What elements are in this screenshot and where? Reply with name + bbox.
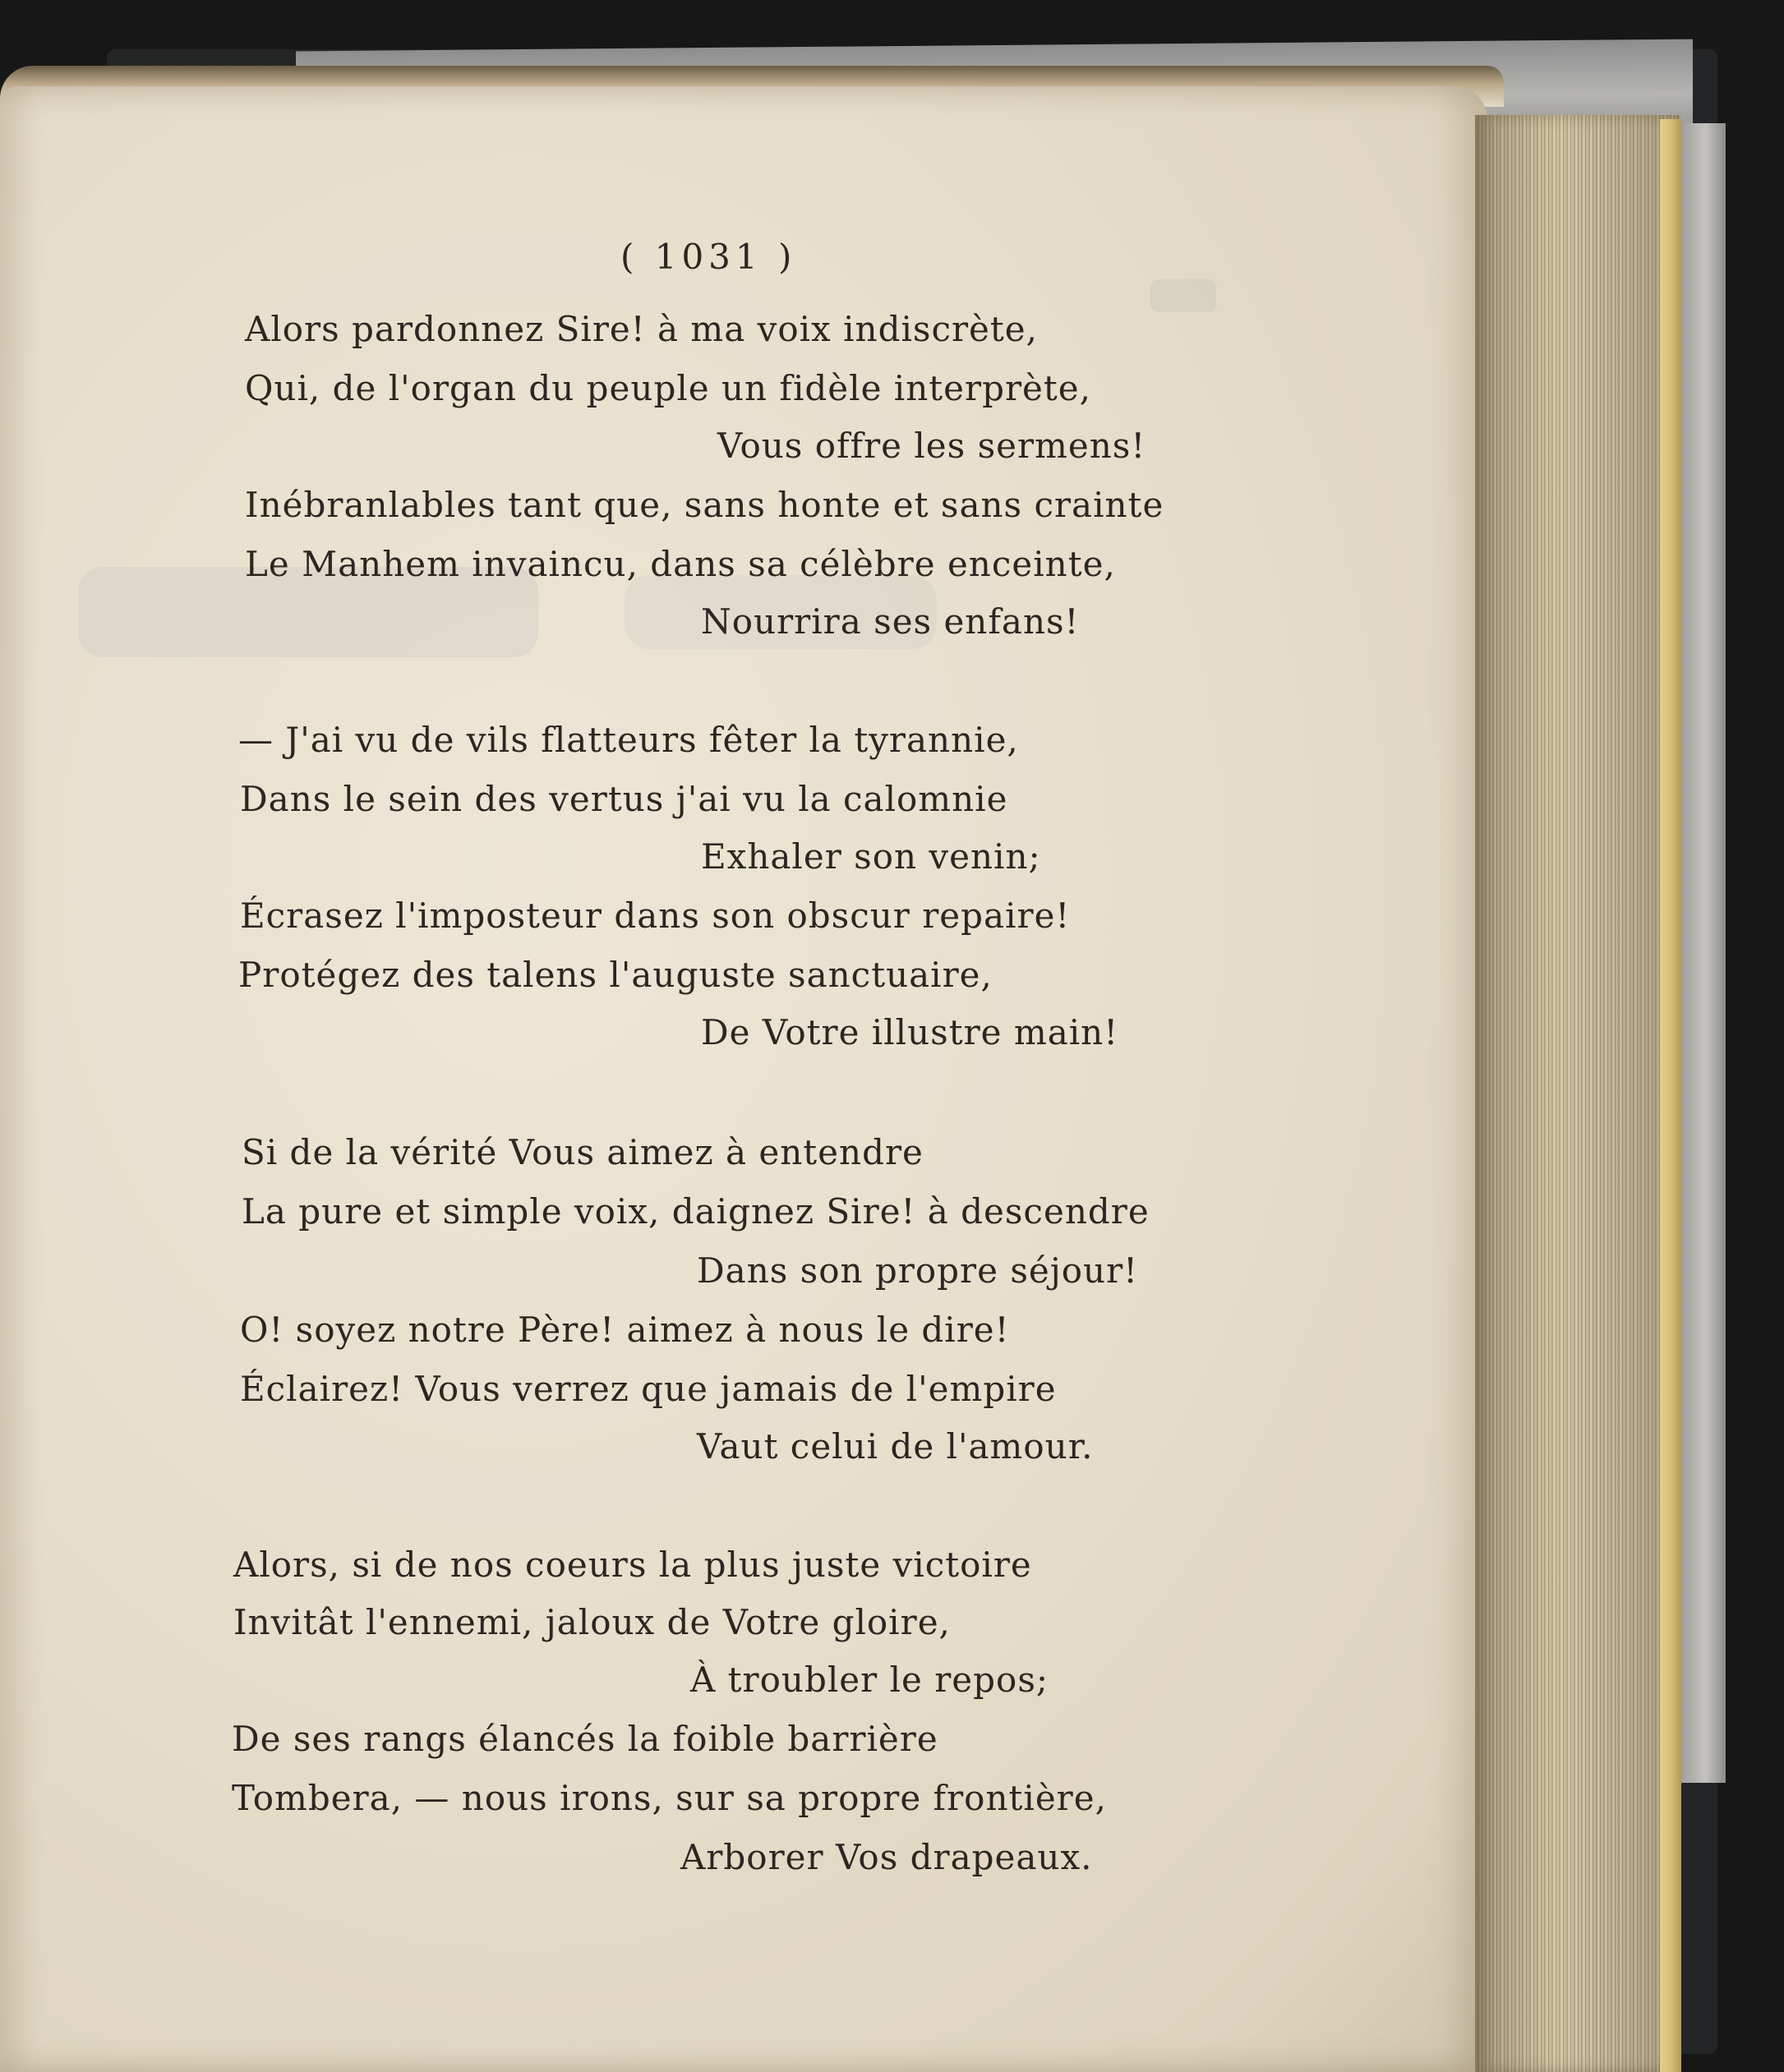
verse-line: Vaut celui de l'amour. [697, 1426, 1094, 1467]
verse-line: Tombera, — nous irons, sur sa propre frontière, [232, 1778, 1107, 1818]
verse-line: Exhaler son venin; [701, 836, 1041, 877]
verse-line: Éclairez! Vous verrez que jamais de l'empire [240, 1369, 1057, 1409]
verse-line: — J'ai vu de vils flatteurs fêter la tyrannie, [238, 720, 1019, 760]
verse-line: La pure et simple voix, daignez Sire! à descendre [242, 1191, 1150, 1232]
page-number: ( 1031 ) [620, 237, 797, 277]
verse-line: Écrasez l'imposteur dans son obscur repaire! [240, 896, 1071, 936]
verse-line: Invitât l'ennemi, jaloux de Votre gloire, [233, 1602, 951, 1642]
verse-line: Qui, de l'organ du peuple un fidèle interprète, [245, 368, 1091, 408]
verse-line: Alors, si de nos coeurs la plus juste victoire [233, 1545, 1032, 1585]
verse-line: Nourrira ses enfans! [701, 601, 1080, 642]
scan-backing-sheet-side [1676, 123, 1726, 1783]
page-fore-edge-shade [1475, 115, 1680, 2072]
verse-line: À troubler le repos; [690, 1660, 1049, 1700]
verse-line: Protégez des talens l'auguste sanctuaire, [238, 955, 993, 995]
verse-line: Dans son propre séjour! [697, 1250, 1139, 1291]
verse-line: Arborer Vos drapeaux. [680, 1837, 1093, 1877]
verse-line: Alors pardonnez Sire! à ma voix indiscrète, [245, 309, 1038, 349]
verse-line: De Votre illustre main! [701, 1012, 1119, 1052]
verse-line: De ses rangs élancés la foible barrière [232, 1719, 938, 1759]
verse-line: Si de la vérité Vous aimez à entendre [242, 1132, 924, 1172]
page-gilt-edge [1660, 119, 1681, 2072]
verse-line: Vous offre les sermens! [717, 426, 1146, 466]
verse-line: Le Manhem invaincu, dans sa célèbre enceinte, [245, 544, 1116, 584]
verse-line: O! soyez notre Père! aimez à nous le dire! [240, 1310, 1010, 1350]
verse-line: Inébranlables tant que, sans honte et sans crainte [245, 485, 1164, 525]
verse-line: Dans le sein des vertus j'ai vu la calomnie [240, 779, 1008, 819]
